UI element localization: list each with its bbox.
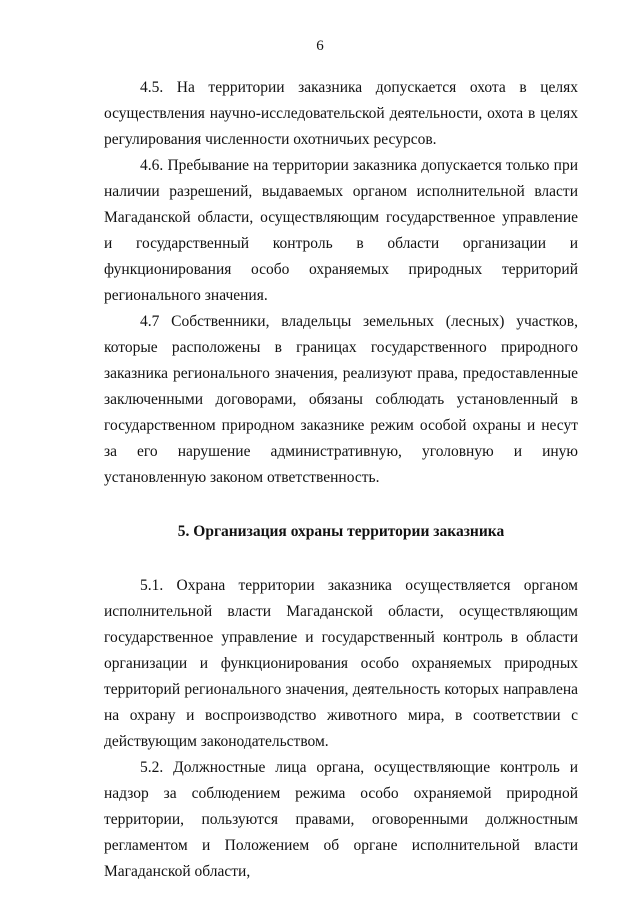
paragraph-4-5: 4.5. На территории заказника допускается охота в целях осуществления научно-исследовательской деятельности, охота в целях регулирования численности охотничьих ресурсов. <box>104 79 578 148</box>
paragraph-4-6: 4.6. Пребывание на территории заказника допускается только при наличии разрешений, выдаваемых органом исполнительной власти Магаданской области, осуществляющим государственное управление и государственный контроль в области организации и функционирования особо охраняемых природных территорий регионального значения. <box>104 157 578 304</box>
paragraph-5-1: 5.1. Охрана территории заказника осуществляется органом исполнительной власти Магаданской области, осуществляющим государственное управление и государственный контроль в области организации и функционирования особо охраняемых природных территорий регионального значения, деятельность которых направлена на охрану и воспроизводство животного мира, в соответствии с действующим законодательством. <box>104 577 578 750</box>
paragraph-5-2: 5.2. Должностные лица органа, осуществляющие контроль и надзор за соблюдением режима особо охраняемой природной территории, пользуются правами, оговоренными должностным регламентом и Положением об органе исполнительной власти Магаданской области, <box>104 759 578 880</box>
paragraph-4-7: 4.7 Собственники, владельцы земельных (лесных) участков, которые расположены в границах государственного природного заказника регионального значения, реализуют права, предоставленные заключенными договорами, обязаны соблюдать установленный в государственном природном заказнике режим особой охраны и несут за его нарушение административную, уголовную и иную установленную законом ответственность. <box>104 313 578 486</box>
section-heading: 5. Организация охраны территории заказника <box>177 523 505 540</box>
page-number: 6 <box>316 38 324 54</box>
section-heading-wrapper <box>104 519 578 545</box>
document-body <box>104 75 578 885</box>
